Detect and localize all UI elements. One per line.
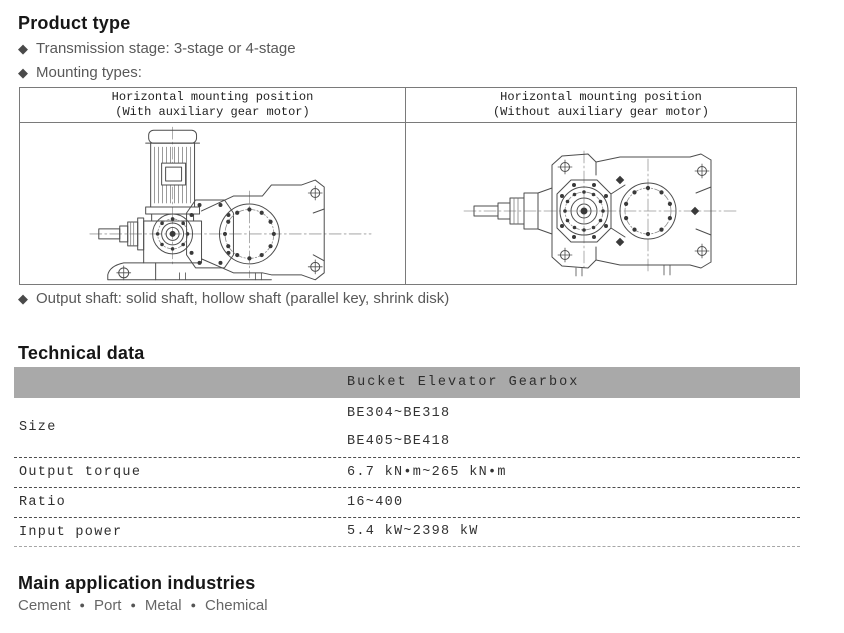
mounting-header-without-motor: Horizontal mounting position (Without auxiliary gear motor) xyxy=(492,90,710,119)
industry-metal: Metal xyxy=(144,597,182,614)
mounting-positions-table xyxy=(19,87,797,285)
bullet-output-shaft xyxy=(18,290,449,307)
dot-separator-icon: ● xyxy=(190,600,197,610)
industry-chemical: Chemical xyxy=(205,597,268,614)
size-value-line1: BE304~BE318 xyxy=(347,405,451,421)
table-row-output-torque xyxy=(14,458,800,488)
bullet-output-shaft-text: Output shaft: solid shaft, hollow shaft (parallel key, shrink disk) xyxy=(36,290,450,307)
diamond-bullet-icon: ◆ xyxy=(18,291,28,306)
section-title-technical-data: Technical data xyxy=(18,343,145,363)
ratio-value: 16~400 xyxy=(347,494,404,510)
dot-separator-icon: ● xyxy=(130,600,136,610)
row-label: Size xyxy=(19,420,57,435)
row-label: Output torque xyxy=(19,465,142,480)
cell-gearbox-without-motor xyxy=(406,123,797,284)
bullet-mounting-types xyxy=(18,64,142,81)
section-title-main-application: Main application industries xyxy=(18,573,256,593)
dot-separator-icon: ● xyxy=(79,600,85,610)
row-label: Input power xyxy=(19,524,123,540)
industries-list xyxy=(18,597,268,614)
bullet-transmission-stage xyxy=(18,40,296,57)
bullet-transmission-stage-text: Transmission stage: 3-stage or 4-stage xyxy=(36,40,296,57)
industry-cement: Cement xyxy=(18,597,71,614)
gearbox-with-auxiliary-motor-drawing xyxy=(20,123,405,284)
mounting-header-with-motor: Horizontal mounting position (With auxiliary gear motor) xyxy=(20,88,406,122)
section-title-product-type: Product type xyxy=(18,13,131,33)
diamond-bullet-icon: ◆ xyxy=(18,65,28,80)
technical-data-table xyxy=(14,367,800,547)
input-power-value: 5.4 kW~2398 kW xyxy=(347,524,479,539)
bullet-mounting-types-text: Mounting types: xyxy=(36,64,142,81)
mounting-table-header-row xyxy=(20,88,796,123)
cell-gearbox-with-motor xyxy=(20,123,406,284)
industry-port: Port xyxy=(93,597,122,614)
size-value-line2: BE405~BE418 xyxy=(347,433,451,449)
table-row-input-power xyxy=(14,518,800,547)
output-torque-value: 6.7 kN•m~265 kN•m xyxy=(347,464,507,480)
mounting-table-drawings-row xyxy=(20,123,796,284)
table-row-size xyxy=(14,398,800,458)
gearbox-without-auxiliary-motor-drawing xyxy=(406,123,797,284)
row-label: Ratio xyxy=(19,495,67,510)
table-row-ratio xyxy=(14,488,800,518)
product-series-name: Bucket Elevator Gearbox xyxy=(347,375,580,390)
technical-table-header xyxy=(14,367,800,398)
diamond-bullet-icon: ◆ xyxy=(18,41,28,56)
